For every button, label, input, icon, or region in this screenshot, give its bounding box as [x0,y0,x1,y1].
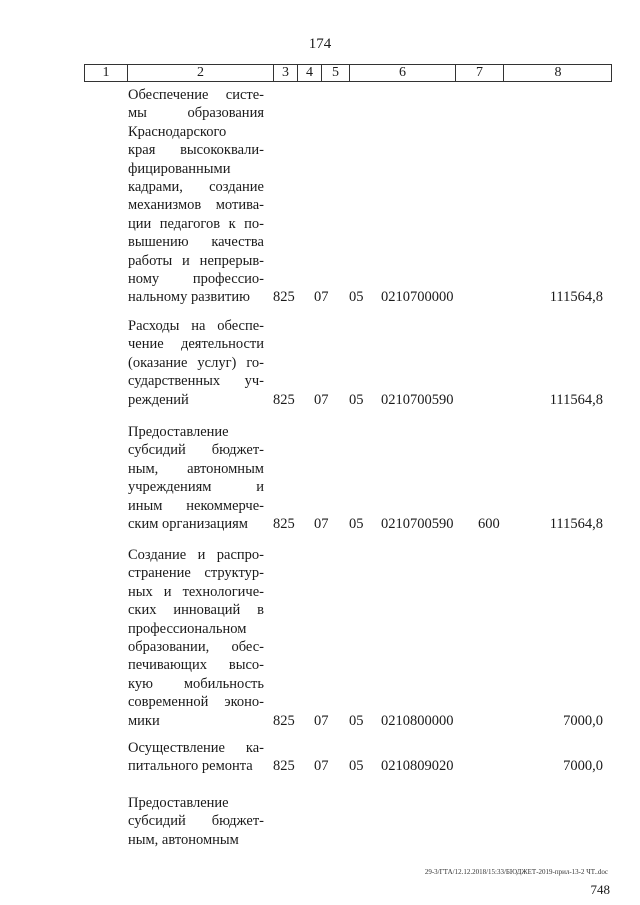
expense-type-cell [478,831,510,849]
description-line: мы образования [128,105,264,122]
section-code-cell: 07 [314,289,329,306]
description-line: ции педагогов к по- [128,215,264,232]
table-row [0,739,640,780]
subsection-code-cell: 05 [349,516,364,532]
description-line: Расходы на обеспе- [128,318,264,334]
footer-stamp: 29-3/ГТА/12.12.2018/15:33/БЮДЖЕТ-2019-прил-13-2 ЧТ..doc [424,868,608,876]
target-article-cell: 0210809020 [381,758,454,775]
description-line: субсидий бюджет- [128,442,264,459]
description-line: ских инноваций в [128,602,264,619]
amount-cell: 7000,0 [563,712,603,729]
description-line: странение структур- [128,565,264,582]
target-article-cell: 0210800000 [381,712,454,729]
sheet-number: 748 [590,882,610,897]
description-line: Предоставление [128,795,229,811]
expense-description [128,794,264,849]
section-code-cell: 07 [314,516,329,532]
description-line: чение деятельности [128,336,264,353]
target-article-cell: 0210700000 [381,289,454,306]
subsection-code-cell: 05 [349,758,364,775]
ministry-code-cell: 825 [273,516,295,532]
target-article-cell: 0210700590 [381,391,454,408]
amount-cell [520,831,603,849]
target-article-cell: 0210700590 [381,516,454,532]
expense-type-cell [478,288,510,306]
ministry-code-cell: 825 [273,758,295,775]
column-header-1: 1 [102,65,110,80]
description-line: вышению качества [128,234,264,251]
description-line: механизмов мотива- [128,197,264,214]
column-header-4: 4 [297,65,321,81]
column-header-2: 2 [127,65,273,81]
description-line: Предоставление [128,424,229,440]
description-line: образовании, обес- [128,639,264,656]
expense-description [128,423,264,533]
expense-description [128,739,264,776]
amount-cell: 111564,8 [549,516,603,532]
description-line: иным некоммерче- [128,497,264,514]
ministry-code-cell: 825 [273,712,295,729]
ministry-code-cell: 825 [273,391,295,408]
page-number: 174 [308,36,332,52]
section-code-cell: 07 [314,758,329,775]
description-line: питального ремонта [128,758,253,775]
expense-type-cell: 600 [478,516,500,532]
description-line: ным, автономным [128,831,239,848]
description-line: ским организациям [128,516,248,533]
description-line: (оказание услуг) го- [128,354,264,371]
description-line: реждений [128,391,189,408]
ministry-code-cell: 825 [273,289,295,306]
ministry-code-cell [273,831,305,849]
section-code-cell [314,831,336,849]
target-article-cell [381,831,471,849]
subsection-code-cell: 05 [349,712,364,729]
description-line: кадрами, создание [128,179,264,196]
description-line: профессиональном [128,620,247,637]
column-header-7: 7 [455,65,503,81]
expense-description [128,86,264,307]
subsection-code-cell: 05 [349,289,364,306]
description-line: Обеспечение систе- [128,87,264,103]
amount-cell: 7000,0 [563,758,603,775]
expense-type-cell [478,391,510,409]
section-code-cell: 07 [314,712,329,729]
expense-type-cell [478,712,510,730]
description-line: Краснодарского [128,123,227,140]
description-line: края высококвали- [128,142,264,159]
column-header-5: 5 [321,65,349,81]
description-line: ному профессио- [128,271,264,288]
description-line: учреждениям и [128,479,264,496]
table-header-row [84,64,612,82]
table-row [0,317,640,413]
description-line: мики [128,712,160,729]
column-header-8: 8 [503,65,612,81]
description-line: Осуществление ка- [128,740,264,756]
table-row [0,794,640,853]
expense-type-cell [478,757,510,775]
description-line: ных и технологиче- [128,583,264,600]
expense-description [128,546,264,730]
table-row [0,86,640,311]
column-header-3: 3 [273,65,297,81]
subsection-code-cell: 05 [349,391,364,408]
description-line: работы и непрерыв- [128,252,264,269]
column-header-6: 6 [349,65,455,81]
description-line: фицированными [128,160,231,177]
amount-cell: 111564,8 [549,391,603,408]
expense-description [128,317,264,409]
description-line: сударственных уч- [128,373,264,390]
description-line: Создание и распро- [128,547,264,563]
description-line: современной эконо- [128,694,264,711]
description-line: ным, автономным [128,460,264,477]
description-line: кую мобильность [128,675,264,692]
table-row [0,423,640,537]
description-line: печивающих высо- [128,657,264,674]
table-row [0,546,640,734]
section-code-cell: 07 [314,391,329,408]
description-line: субсидий бюджет- [128,813,264,830]
description-line: нальному развитию [128,289,250,306]
amount-cell: 111564,8 [549,289,603,306]
subsection-code-cell [349,831,371,849]
